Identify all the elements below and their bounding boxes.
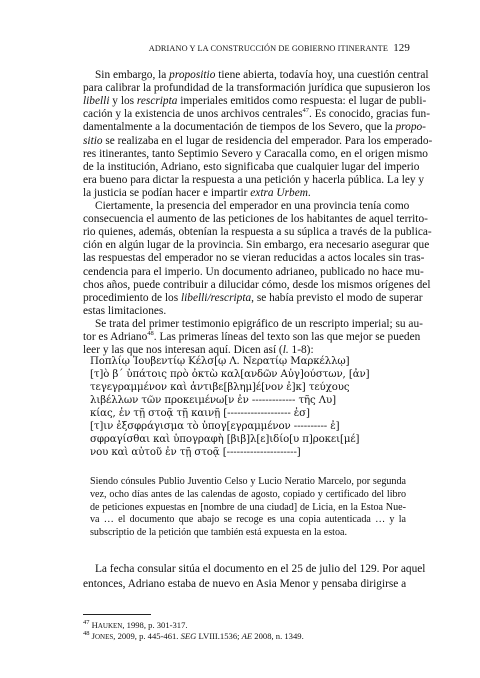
body-line: rio quienes, además, obtenían la respuesta a su súplica a través de la publica-	[83, 226, 432, 239]
closing-line: entonces, Adriano estaba de nuevo en Asia Menor y pensaba dirigirse a	[83, 578, 407, 590]
greek-line: κίας, ἐν τῇ στοᾷ τῇ καινῇ [------------------- ἐσ]	[90, 408, 310, 420]
body-line: chos años, puede contribuir a dilucidar cómo, desde los mismos orígenes del	[83, 278, 431, 291]
greek-line: [τ]ὸ β´ ὑπάτοις πρὸ ὀκτὼ καλ[ανδῶν Αὐγ]ούστων, [ἀν]	[90, 369, 370, 381]
body-line: procedimiento de los libelli/rescripta, se había previsto el modo de superar	[83, 291, 423, 304]
body-line: libelli y los rescripta imperiales emitidos como respuesta: el lugar de publi-	[83, 95, 427, 108]
translation-line: de peticiones expuestas en [nombre de una ciudad] de Licia, en la Estoa Nue-	[90, 501, 406, 513]
body-line: consecuencia el aumento de las peticiones de los habitantes de aquel territo-	[83, 213, 428, 226]
translation-line: vez, ocho días antes de las calendas de agosto, copiado y certificado del libro	[90, 488, 406, 500]
body-line: para calibrar la profundidad de la transformación jurídica que supusieron los	[83, 82, 431, 95]
greek-line: [τ]ιν ἐξσφράγισμα τὸ ὑπογ[εγραμμένον ---------- ἐ]	[90, 421, 340, 433]
body-line: Se trata del primer testimonio epigráfico de un rescripto imperial; su au-	[95, 317, 423, 330]
body-line: Sin embargo, la propositio tiene abierta, todavía hoy, una cuestión central	[95, 69, 429, 81]
body-line: Ciertamente, la presencia del emperador en una provincia tenía como	[95, 200, 410, 212]
translation-line: va … el documento que abajo se recoge es una copia autenticada … y la	[90, 514, 406, 526]
translation-line: subscriptio de la petición que también está expuesta en la estoa.	[90, 527, 348, 539]
body-line: damentalmente a la documentación de tiempos de los Severo, que la propo-	[83, 121, 426, 134]
body-line: era bueno para dictar la respuesta a una petición y hacerla pública. La ley y	[83, 173, 425, 186]
body-line: estas limitaciones.	[83, 304, 167, 317]
body-line: de la institución, Adriano, esto significaba que cualquier lugar del imperio	[83, 160, 420, 173]
running-header	[149, 42, 410, 54]
body-line: ción en algún lugar de la provincia. Sin embargo, era necesario asegurar que	[83, 239, 430, 252]
running-title: ADRIANO Y LA CONSTRUCCIÓN DE GOBIERNO ITINERANTE	[148, 44, 388, 53]
greek-line: σφραγίσθαι καὶ ὑπογραφὴ [βιβ]λ[ε]ιδίο[υ π]ροκει[μέ]	[90, 434, 360, 446]
translation-line: Siendo cónsules Publio Juventio Celso y Lucio Neratio Marcelo, por segunda	[90, 476, 406, 487]
body-line: res itinerantes, tanto Septimio Severo y Caracalla como, en el origen mismo	[83, 147, 428, 160]
body-line: cendencia para el imperio. Un documento adrianeo, publicado no hace mu-	[83, 265, 424, 278]
closing-line: La fecha consular sitúa el documento en el 25 de julio del 129. Por aquel	[95, 563, 426, 575]
body-line: cación y la existencia de unos archivos centrales$^{47}$. Es conocido, gracias fun-	[83, 107, 431, 121]
body-line: tor es Adriano$^{48}$. Las primeras líneas del texto son las que mejor se pueden	[83, 330, 421, 343]
body-line: sitio se realizaba en el lugar de residencia del emperador. Para los emperado-	[83, 134, 433, 147]
greek-line: τεγεγραμμένον καὶ ἀντιβε[βλημ]έ[νον ἐ]κ] τεύχους	[90, 382, 350, 394]
body-line: leer y las que nos interesan aquí. Dicen así (l. 1-8):	[83, 344, 314, 357]
greek-line: λιβέλλων τῶν προκειμένω[ν ἐν ------------- τῆς Λυ]	[90, 395, 337, 407]
body-line: la justicia se podían hacer e impartir extra Urbem.	[83, 186, 311, 199]
greek-line: Ποπλίῳ Ἰουβεντίῳ Κέλσ[ῳ Λ. Νερατίῳ Μαρκέλλῳ]	[90, 356, 350, 367]
footnote: $^{47}$ HAUKEN, 1998, p. 301-317.	[83, 619, 188, 630]
footnote: $^{48}$ JONES, 2009, p. 445-461. SEG LVIII.1536; AE 2008, n. 1349.	[83, 629, 304, 641]
footnote-rule	[83, 614, 151, 615]
body-line: las respuestas del emperador no se vieran reducidas a actos locales sin tras-	[83, 252, 425, 265]
page-number: 129	[393, 42, 410, 54]
greek-line: νου καὶ αὐτοῦ ἐν τῇ στοᾷ [---------------------]	[90, 447, 301, 459]
